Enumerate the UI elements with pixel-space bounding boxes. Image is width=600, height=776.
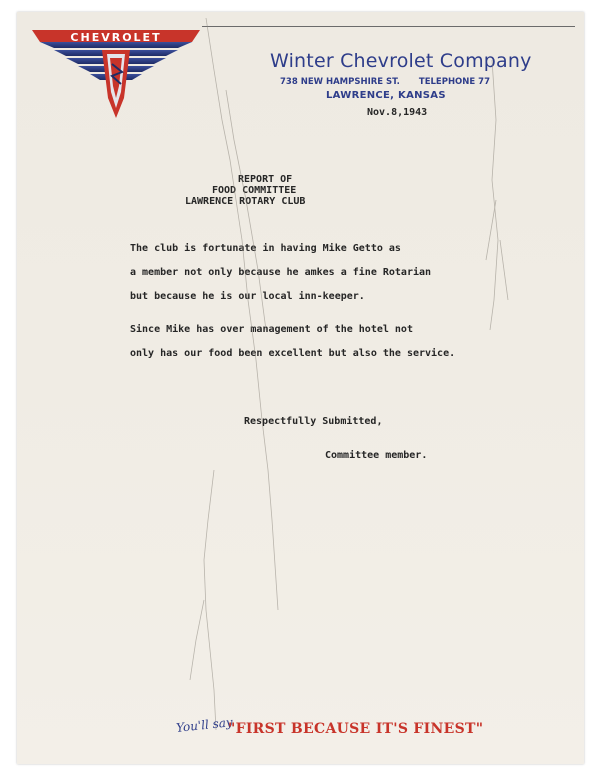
paragraph-2-line-2: only has our food been excellent but also the service. — [130, 348, 456, 359]
heading-line-1: REPORT OF — [238, 174, 293, 185]
heading-line-2: FOOD COMMITTEE — [212, 185, 297, 196]
address-line — [280, 77, 490, 87]
telephone: TELEPHONE 77 — [418, 77, 490, 87]
street-address: 738 NEW HAMPSHIRE ST. — [280, 77, 400, 87]
paragraph-2-line-1: Since Mike has over management of the hotel not — [130, 324, 413, 335]
slogan-tagline: "FIRST BECAUSE IT'S FINEST" — [228, 721, 484, 737]
slogan-script: You'll say — [175, 715, 234, 735]
signature-line: Committee member. — [325, 450, 428, 461]
company-name: Winter Chevrolet Company — [270, 50, 532, 72]
paragraph-1-line-2: a member not only because he amkes a fine Rotarian — [130, 267, 432, 278]
letter-date: Nov.8,1943 — [367, 107, 428, 118]
paragraph-1-line-3: but because he is our local inn-keeper. — [130, 291, 365, 302]
letter-sheet — [17, 12, 584, 764]
logo-wordmark: CHEVROLET — [70, 31, 162, 44]
city-state: LAWRENCE, KANSAS — [326, 90, 446, 101]
closing: Respectfully Submitted, — [244, 416, 383, 427]
paragraph-1-line-1: The club is fortunate in having Mike Getto as — [130, 243, 401, 254]
letterhead-rule — [202, 26, 575, 27]
heading-line-3: LAWRENCE ROTARY CLUB — [185, 196, 306, 207]
